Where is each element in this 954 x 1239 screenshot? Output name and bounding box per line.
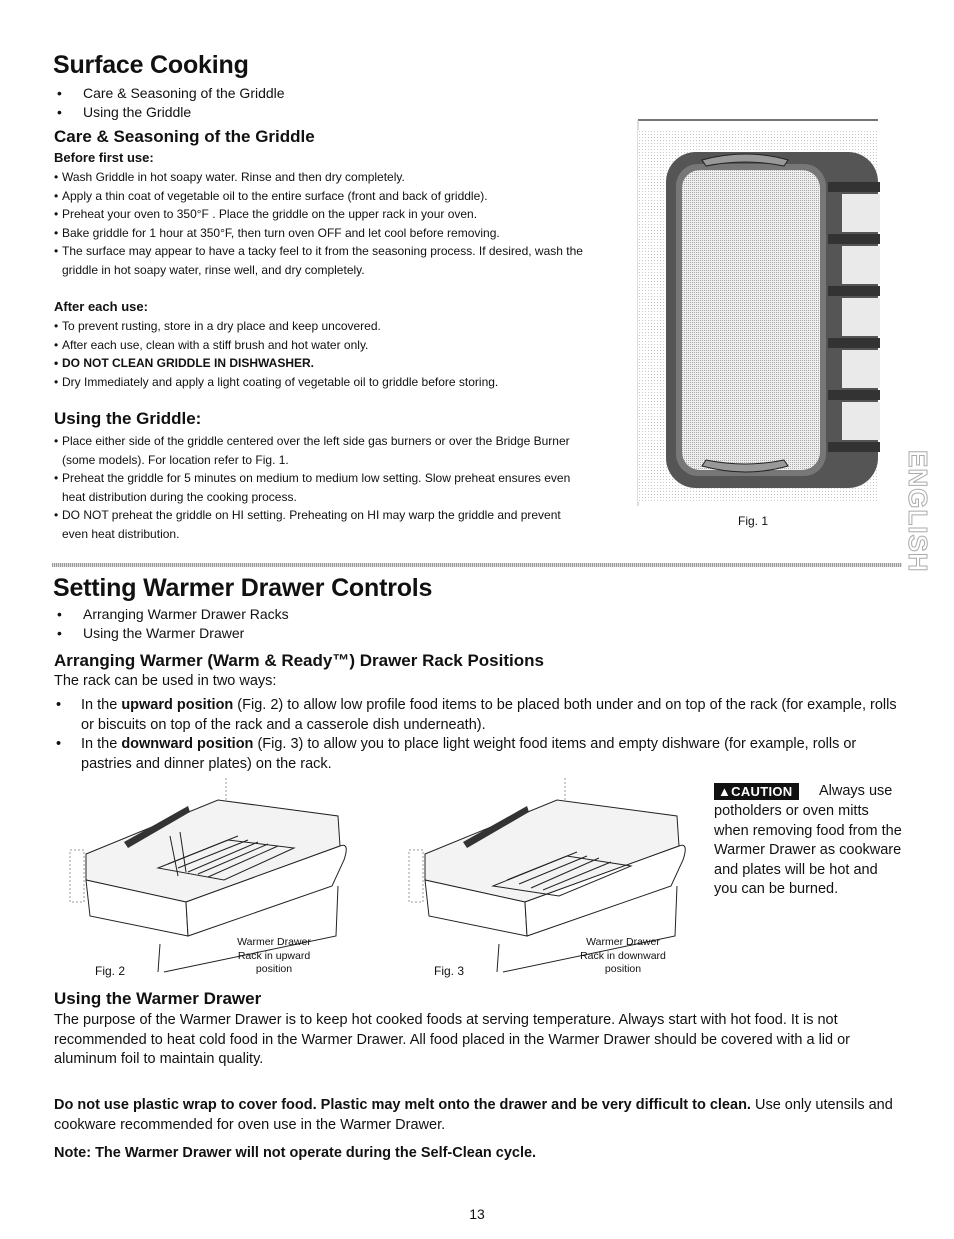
list-item: • Apply a thin coat of vegetable oil to the entire surface (front and back of griddle).	[54, 187, 599, 206]
list-item: • Bake griddle for 1 hour at 350°F, then turn oven OFF and let cool before removing.	[54, 224, 599, 243]
using-griddle-list	[54, 432, 589, 543]
surface-cooking-title: Surface Cooking	[53, 51, 249, 79]
plastic-wrap-warning: Do not use plastic wrap to cover food. Plastic may melt onto the drawer and be very difficult to clean. Use only utensils and cookware recommended for oven use in the Warmer Drawer.	[54, 1097, 893, 1133]
care-heading: Care & Seasoning of the Griddle	[54, 127, 315, 146]
upward-position-item: • In the upward position (Fig. 2) to allow low profile food items to be placed both under and on top of the rack (for example, rolls or biscuits on top of the rack and a casserole dish underneath).	[54, 696, 904, 735]
caution-text-first: Always use	[819, 783, 893, 799]
toc-item: • Arranging Warmer Drawer Racks	[55, 605, 289, 624]
using-warmer-heading: Using the Warmer Drawer	[54, 989, 262, 1008]
using-griddle-heading: Using the Griddle:	[54, 409, 202, 428]
self-clean-note: Note: The Warmer Drawer will not operate during the Self-Clean cycle.	[54, 1145, 537, 1161]
after-each-use-list	[54, 317, 599, 391]
toc-item: • Care & Seasoning of the Griddle	[55, 84, 285, 103]
page-number: 13	[469, 1206, 485, 1222]
list-item: • Preheat the griddle for 5 minutes on medium to medium low setting. Slow preheat ensures even heat distribution during the cooking process.	[54, 469, 589, 506]
rack-positions-list	[54, 696, 904, 774]
warning-triangle-icon: ▲	[718, 784, 732, 799]
list-item: • The surface may appear to have a tacky feel to it from the seasoning process. If desired, wash the griddle in hot soapy water, rinse well, and dry completely.	[54, 242, 599, 279]
after-each-use-label: After each use:	[54, 299, 148, 314]
list-item: • Dry Immediately and apply a light coating of vegetable oil to griddle before storing.	[54, 373, 599, 392]
surface-toc	[55, 84, 285, 122]
language-side-tab	[903, 448, 935, 573]
downward-position-item: • In the downward position (Fig. 3) to allow you to place light weight food items and empty dishware (for example, rolls or pastries and dinner plates) on the rack.	[54, 735, 904, 774]
arranging-intro: The rack can be used in two ways:	[54, 673, 277, 689]
caution-badge: ▲CAUTION	[714, 783, 799, 800]
list-item: • Wash Griddle in hot soapy water. Rinse and then dry completely.	[54, 168, 599, 187]
fig2-caption: Fig. 2	[95, 964, 126, 978]
caution-text: potholders or oven mitts when removing food from the Warmer Drawer as cookware and plates will be hot and you can be burned.	[714, 803, 902, 897]
list-item: • To prevent rusting, store in a dry place and keep uncovered.	[54, 317, 599, 336]
list-item: • Place either side of the griddle centered over the left side gas burners or over the Bridge Burner (some models). For location refer to Fig. 1.	[54, 432, 589, 469]
list-item: • After each use, clean with a stiff brush and hot water only.	[54, 336, 599, 355]
before-first-use-list	[54, 168, 599, 279]
toc-item: • Using the Warmer Drawer	[55, 624, 289, 643]
griddle-illustration	[636, 116, 880, 510]
fig1-caption: Fig. 1	[738, 514, 769, 528]
list-item: • Preheat your oven to 350°F . Place the griddle on the upper rack in your oven.	[54, 205, 599, 224]
section-divider	[52, 563, 902, 567]
fig2-label: Warmer Drawer Rack in upward position	[237, 936, 311, 975]
fig3-caption: Fig. 3	[434, 964, 465, 978]
toc-item: • Using the Griddle	[55, 103, 285, 122]
arranging-heading: Arranging Warmer (Warm & Ready™) Drawer Rack Positions	[54, 651, 544, 670]
fig3-label: Warmer Drawer Rack in downward position	[580, 936, 666, 975]
list-item: • DO NOT preheat the griddle on HI setting. Preheating on HI may warp the griddle and prevent even heat distribution.	[54, 506, 589, 543]
side-tab-label: ENGLISH	[903, 450, 933, 573]
before-first-use-label: Before first use:	[54, 150, 154, 165]
list-item-warning: • DO NOT CLEAN GRIDDLE IN DISHWASHER.	[54, 354, 599, 373]
using-warmer-paragraph: The purpose of the Warmer Drawer is to keep hot cooked foods at serving temperature. Always start with hot food. It is not recommended to heat cold food in the Warmer Drawer. All food placed in the Warmer Drawer should be covered with a lid or aluminum foil to maintain quality.	[54, 1012, 850, 1067]
warmer-toc	[55, 605, 289, 643]
warmer-drawer-title: Setting Warmer Drawer Controls	[53, 574, 433, 602]
